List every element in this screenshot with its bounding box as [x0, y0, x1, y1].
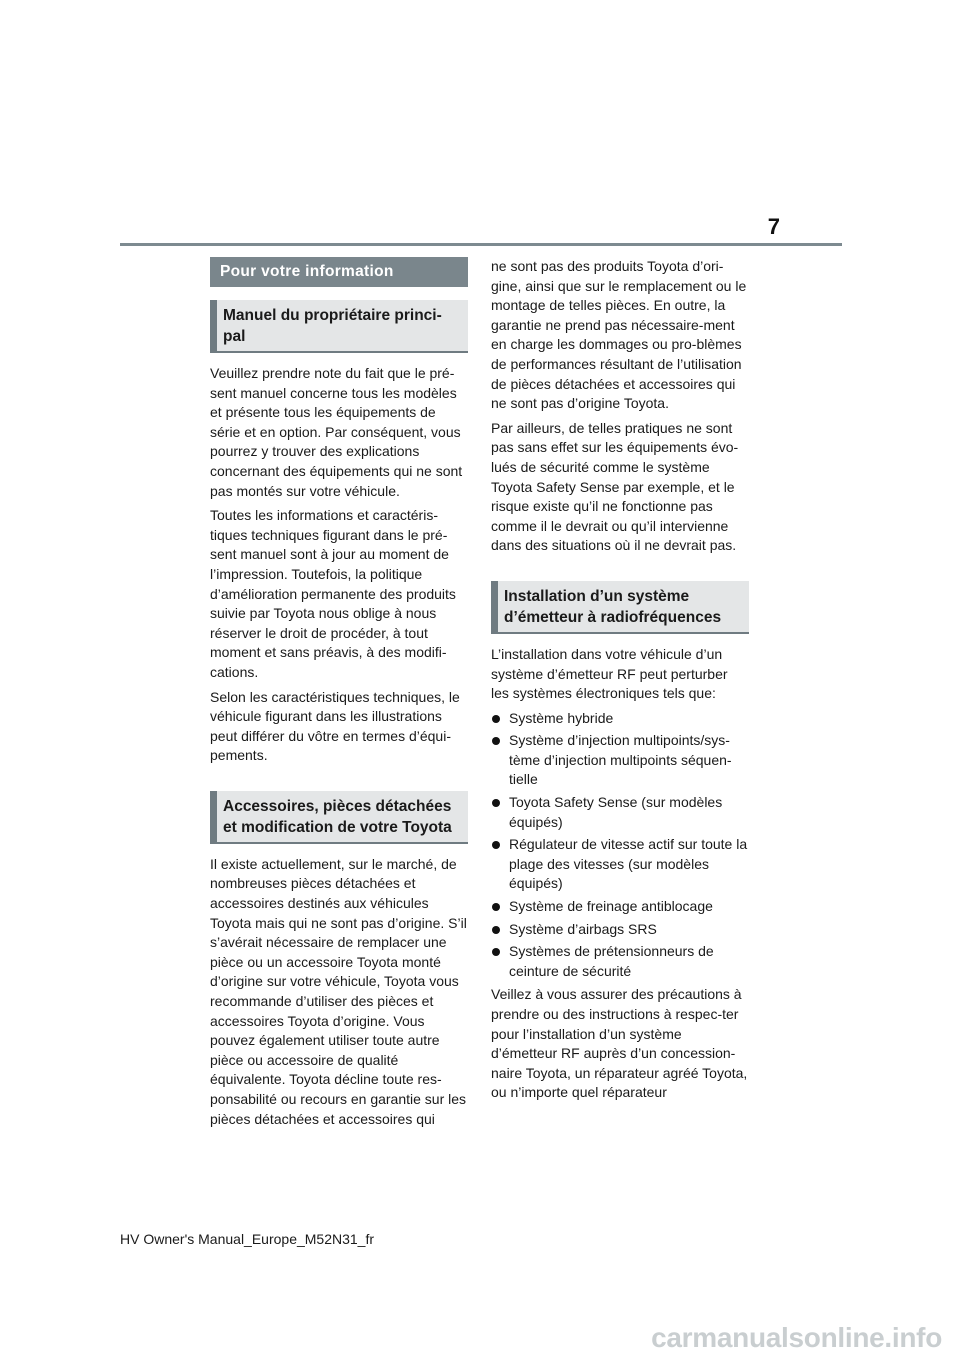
list-item: Système hybride [491, 709, 749, 729]
subhead-rf-transmitter-text: Installation d’un système d’émetteur à radiofréquences [504, 587, 722, 626]
subhead-accessories [210, 791, 468, 844]
subhead-owners-manual [210, 300, 468, 353]
section-title: Pour votre information [210, 257, 468, 287]
list-item: Systèmes de prétensionneurs de ceinture de sécurité [491, 942, 749, 981]
subhead-accessories-text: Accessoires, pièces détachées et modification de votre Toyota [223, 797, 452, 836]
bullet-icon [492, 903, 500, 911]
paragraph: Selon les caractéristiques techniques, le véhicule figurant dans les illustrations peut différer du vôtre en termes d’équi-pements. [210, 688, 460, 764]
bullet-icon [492, 926, 500, 934]
paragraph: L’installation dans votre véhicule d’un système d’émetteur RF peut perturber les systèmes électroniques tels que: [491, 645, 728, 702]
bullet-list [491, 709, 749, 982]
paragraph: Veillez à vous assurer des précautions à prendre ou des instructions à respec-ter pour l’installation d’un système d’émetteur RF auprès d’un concession-naire Toyota, un réparateur agréé Toyota, ou n’importe quel réparateur [491, 986, 748, 1101]
bullet-icon [492, 948, 500, 956]
watermark[interactable]: carmanualsonline.info [651, 1322, 942, 1353]
paragraph: Il existe actuellement, sur le marché, de nombreuses pièces détachées et accessoires destinés aux véhicules Toyota mais qui ne sont pas d’origine. S’il s’avérait nécessaire de remplacer une pièce ou un accessoire Toyota monté d’origine sur votre véhicule, Toyota vous recommande d’utiliser des pièces et accessoires Toyota d’origine. Vous pouvez également utiliser toute autre pièce ou accessoire de qualité équivalente. Toyota décline toute res-ponsabilité ou recours en garantie sur les pièces détachées et accessoires qui [210, 855, 467, 1127]
paragraph: Par ailleurs, de telles pratiques ne sont pas sans effet sur les équipements évo-lués de sécurité comme le système Toyota Safety Sense par exemple, et le risque existe qu’il ne fonctionne pas comme il le devrait ou qu’il intervienne dans des situations où il ne devrait pas. [491, 419, 739, 554]
footer-manual-id: HV Owner's Manual_Europe_M52N31_fr [120, 1231, 375, 1247]
bullet-icon [492, 715, 500, 723]
paragraph: Veuillez prendre note du fait que le pré-sent manuel concerne tous les modèles et présente tous les équipements de série et en option. Par conséquent, vous pourrez y trouver des explications concernant des équipements qui ne sont pas montés sur votre véhicule. [210, 365, 463, 499]
list-item: Système de freinage antiblocage [491, 897, 749, 917]
bullet-icon [492, 799, 500, 807]
paragraph: Toutes les informations et caractéris-tiques techniques figurant dans le pré-sent manuel sont à jour au moment de l’impression. Toutefois, la politique d’amélioration permanente des produits suivie par Toyota nous oblige à nous réserver le droit de procéder, à tout moment et sans préavis, à des modifi-cations. [210, 507, 456, 680]
list-item: Régulateur de vitesse actif sur toute la plage des vitesses (sur modèles équipés) [491, 835, 749, 894]
list-item: Système d’injection multipoints/sys-tème d’injection multipoints séquen-tielle [491, 731, 749, 790]
left-column [210, 257, 468, 1134]
header-rule [120, 243, 842, 246]
list-item: Système d’airbags SRS [491, 920, 749, 940]
subhead-rf-transmitter [491, 581, 749, 634]
page-number: 7 [767, 214, 780, 239]
list-item: Toyota Safety Sense (sur modèles équipés) [491, 793, 749, 832]
subhead-owners-manual-text: Manuel du propriétaire princi- pal [223, 307, 442, 345]
bullet-icon [492, 841, 500, 849]
paragraph: ne sont pas des produits Toyota d’ori-gine, ainsi que sur le remplacement ou le montage de telles pièces. En outre, la garantie ne prend pas nécessaire-ment en charge les dommages ou pro-blèmes de performances résultant de l’utilisation de pièces détachées et accessoires qui ne sont pas d’origine Toyota. [491, 258, 747, 412]
bullet-icon [492, 737, 500, 745]
right-column [491, 257, 749, 1108]
